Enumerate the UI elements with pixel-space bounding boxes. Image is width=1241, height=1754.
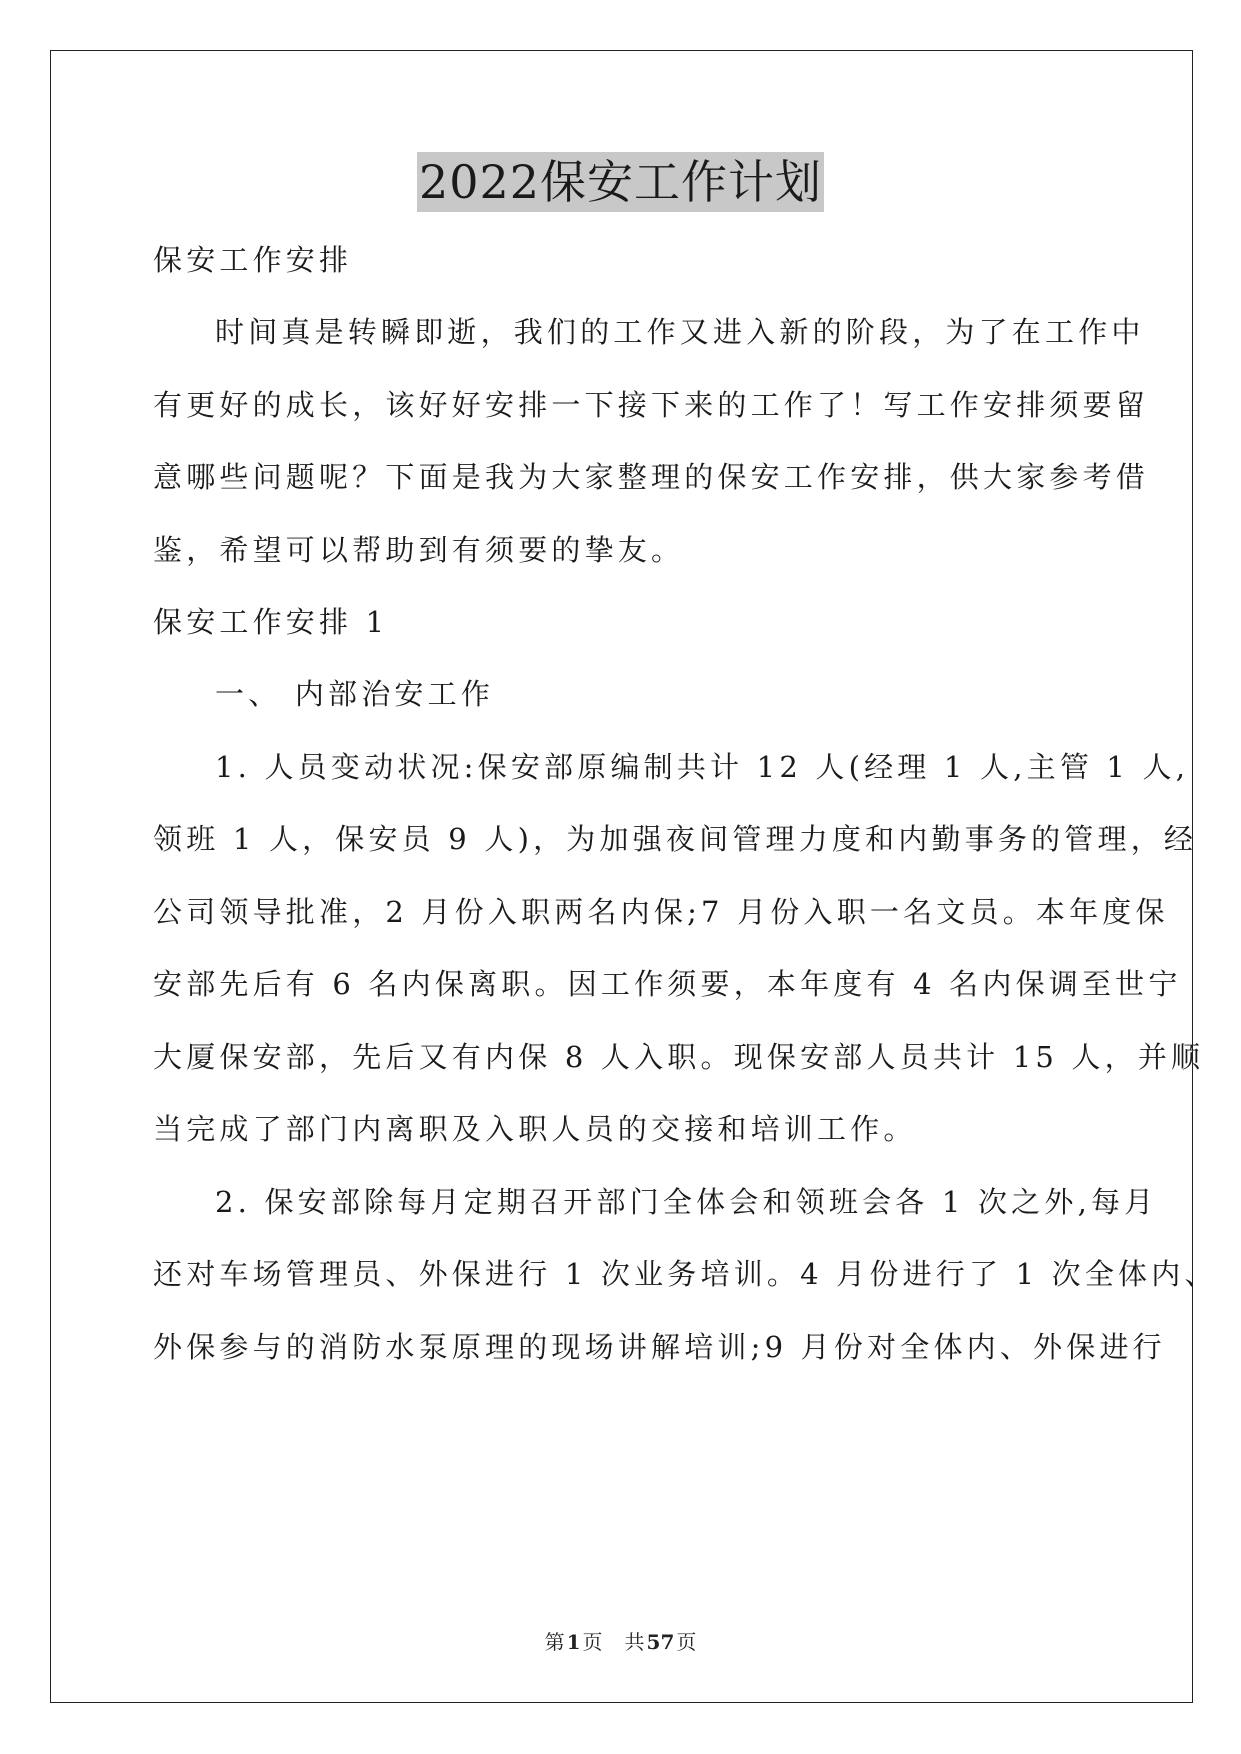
- para1-line-2: 领班 1 人，保安员 9 人)，为加强夜间管理力度和内勤事务的管理，经: [153, 822, 1198, 856]
- intro-line-2: 有更好的成长，该好好安排一下接下来的工作了！写工作安排须要留: [153, 388, 1150, 422]
- para2-line-1: 2. 保安部除每月定期召开部门全体会和领班会各 1 次之外,每月: [215, 1185, 1158, 1219]
- intro-line-3: 意哪些问题呢？下面是我为大家整理的保安工作安排，供大家参考借: [153, 460, 1150, 494]
- footer-page-number: 1: [566, 1630, 581, 1654]
- para1-line-5: 大厦保安部，先后又有内保 8 人入职。现保安部人员共计 15 人，并顺: [153, 1040, 1205, 1074]
- footer-total-suffix: 页: [676, 1630, 697, 1654]
- document-title: 2022保安工作计划: [417, 152, 824, 212]
- title-container: [0, 152, 1241, 212]
- para2-line-2: 还对车场管理员、外保进行 1 次业务培训。4 月份进行了 1 次全体内、: [153, 1257, 1218, 1291]
- footer-prefix: 第: [544, 1630, 565, 1654]
- para1-line-3: 公司领导批准，2 月份入职两名内保;7 月份入职一名文员。本年度保: [153, 895, 1169, 929]
- para1-line-1: 1. 人员变动状况:保安部原编制共计 12 人(经理 1 人,主管 1 人,: [215, 750, 1190, 784]
- footer-total-pages: 57: [646, 1630, 675, 1654]
- section-heading: 一、 内部治安工作: [215, 677, 495, 711]
- footer-page-suffix: 页: [582, 1630, 603, 1654]
- para1-line-6: 当完成了部门内离职及入职人员的交接和培训工作。: [153, 1112, 917, 1146]
- footer-total-prefix: 共: [624, 1630, 645, 1654]
- intro-line-4: 鉴，希望可以帮助到有须要的挚友。: [153, 533, 685, 567]
- page-border: [50, 50, 1193, 1703]
- heading-security-arrangement: 保安工作安排: [153, 243, 353, 277]
- heading-arrangement-1: 保安工作安排 1: [153, 605, 389, 639]
- para2-line-3: 外保参与的消防水泵原理的现场讲解培训;9 月份对全体内、外保进行: [153, 1330, 1166, 1364]
- page-footer: [0, 1626, 1241, 1655]
- para1-line-4: 安部先后有 6 名内保离职。因工作须要，本年度有 4 名内保调至世宁: [153, 967, 1182, 1001]
- intro-line-1: 时间真是转瞬即逝，我们的工作又进入新的阶段，为了在工作中: [215, 315, 1145, 349]
